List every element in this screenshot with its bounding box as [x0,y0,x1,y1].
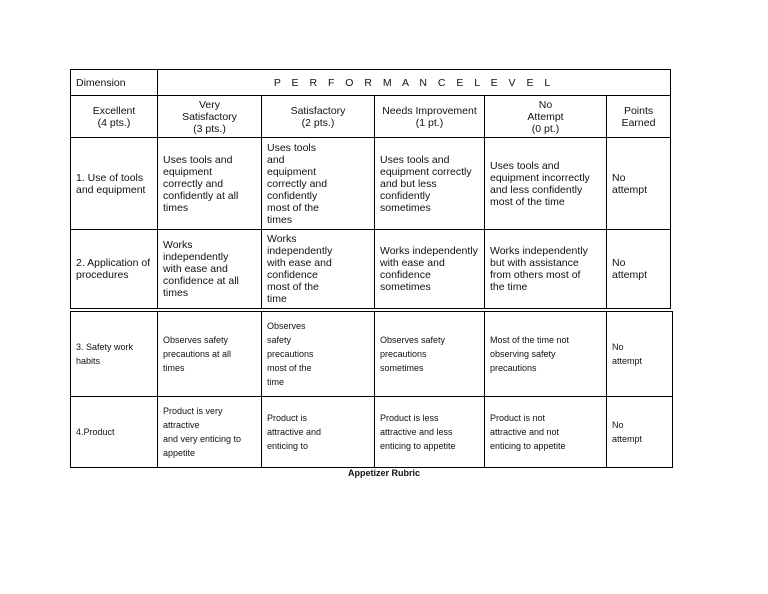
cell-line: the time [490,281,528,293]
cell-line: attempt [612,434,643,444]
criteria-cell [158,397,262,468]
cell-line: No [612,171,626,184]
criteria-cell [607,397,673,468]
cell-line: No [538,98,553,111]
level-points-earned [607,96,671,138]
cell-line: times [163,287,189,299]
cell-line: Product is less [380,413,439,423]
cell-line: Points [623,104,654,117]
cell-line: independently [163,251,229,263]
cell-line: Works [267,233,297,245]
dimension-cell [71,230,158,309]
cell-line: attractive [163,420,200,430]
cell-line: times [267,213,293,226]
cell-line: safety [267,335,292,345]
dimension-header: Dimension [71,70,158,96]
criteria-cell [262,230,375,309]
cell-line: attractive and less [380,427,453,437]
cell-line: confidence [267,269,318,281]
level-very-satisfactory [158,96,262,138]
cell-line: (0 pt.) [531,122,560,135]
cell-line: independently [267,245,333,257]
cell-line: attractive and [267,427,322,437]
cell-line: Uses tools and [380,153,450,166]
level-satisfactory [262,96,375,138]
cell-line: confidently [267,189,318,202]
criteria-cell [262,397,375,468]
cell-line: precautions [267,349,314,359]
cell-line: and very enticing to [163,434,242,444]
cell-line: appetite [163,448,196,458]
criteria-cell [375,230,485,309]
cell-line: and equipment [76,183,146,196]
cell-line: times [163,201,189,214]
criteria-cell [375,312,485,397]
criteria-cell [607,138,671,230]
criteria-cell [375,138,485,230]
cell-line: Earned [621,116,656,129]
cell-line: equipment [267,165,317,178]
cell-line: with ease and [163,263,228,275]
cell-line: Satisfactory [182,110,237,123]
cell-line: Uses tools [267,141,317,154]
cell-line: most of the [267,281,319,293]
dimension-cell [71,138,158,230]
cell-line: Uses tools and [163,153,233,166]
cell-line: attractive and not [490,427,560,437]
cell-line: No [612,342,624,352]
cell-line: enticing to appetite [380,441,456,451]
cell-line: enticing to [267,441,309,451]
cell-line: Satisfactory [290,104,346,117]
cell-line: Works independently [380,245,478,257]
cell-line: Product is not [490,413,546,423]
criteria-cell [607,312,673,397]
cell-line: most of the [267,201,319,214]
rubric-table-upper [70,69,671,309]
cell-line: (1 pt.) [415,116,444,129]
cell-line: most of the time [490,195,565,208]
cell-line: confidently [380,189,431,202]
cell-line: correctly and [267,177,328,190]
cell-line: (3 pts.) [193,122,226,135]
cell-line: Needs Improvement [382,104,477,117]
cell-line: Product is [267,413,308,423]
cell-line: equipment [163,165,213,178]
table-row [71,312,673,397]
cell-line: attempt [612,183,648,196]
criteria-cell [485,397,607,468]
criteria-cell [375,397,485,468]
criteria-cell [262,312,375,397]
cell-line: Works [163,239,193,251]
criteria-cell [158,230,262,309]
cell-line: attempt [612,269,648,281]
cell-line: (4 pts.) [97,116,131,129]
cell-line: 3. Safety work [76,342,134,352]
criteria-cell [158,138,262,230]
cell-line: sometimes [380,201,431,214]
cell-line: with ease and [267,257,332,269]
cell-line: precautions at all [163,349,232,359]
cell-line: Observes safety [163,335,229,345]
header-row-1 [71,70,671,96]
dimension-cell [71,312,158,397]
cell-line: Product is very [163,406,223,416]
cell-line: enticing to appetite [490,441,566,451]
cell-line: habits [76,356,101,366]
cell-line: Excellent [92,104,136,117]
cell-line: Observes safety [380,335,446,345]
dimension-cell [71,397,158,468]
criteria-cell [607,230,671,309]
criteria-cell [485,138,607,230]
cell-line: 1. Use of tools [76,171,144,184]
header-row-levels [71,96,671,138]
cell-line: and [267,153,285,166]
cell-line: confidence [380,269,431,281]
cell-line: confidently at all [163,189,239,202]
cell-line: procedures [76,269,129,281]
cell-line: observing safety [490,349,556,359]
cell-line: No [612,257,626,269]
criteria-cell [262,138,375,230]
level-excellent [71,96,158,138]
cell-line: Attempt [527,110,564,123]
cell-line: confidence at all [163,275,239,287]
cell-line: sometimes [380,363,424,373]
criteria-cell [485,230,607,309]
cell-line: attempt [612,356,643,366]
cell-line: sometimes [380,281,431,293]
cell-line: (2 pts.) [301,116,335,129]
criteria-cell [158,312,262,397]
cell-line: 4.Product [76,427,115,437]
table-row [71,230,671,309]
cell-line: precautions [490,363,537,373]
cell-line: equipment incorrectly [490,171,590,184]
criteria-cell [485,312,607,397]
cell-line: time [267,377,285,387]
cell-line: with ease and [380,257,445,269]
cell-line: precautions [380,349,427,359]
cell-line: Works independently [490,245,588,257]
cell-line: most of the [267,363,312,373]
cell-line: No [612,420,624,430]
cell-line: equipment correctly [380,165,472,178]
cell-line: Uses tools and [490,159,560,172]
cell-line: times [163,363,185,373]
level-needs-improvement [375,96,485,138]
cell-line: time [267,293,287,305]
table-caption: Appetizer Rubric [347,468,420,478]
cell-line: but with assistance [490,257,579,269]
rubric-table-lower [70,311,673,468]
table-row [71,138,671,230]
cell-line: and but less [380,177,437,190]
cell-line: correctly and [163,177,224,190]
cell-line: Very [198,98,220,111]
cell-line: 2. Application of [76,257,151,269]
cell-line: from others most of [490,269,581,281]
cell-line: and less confidently [490,183,583,196]
performance-level-header: P E R F O R M A N C E L E V E L [158,70,671,96]
cell-line: Most of the time not [490,335,570,345]
level-no-attempt [485,96,607,138]
cell-line: Observes [267,321,306,331]
table-row [71,397,673,468]
